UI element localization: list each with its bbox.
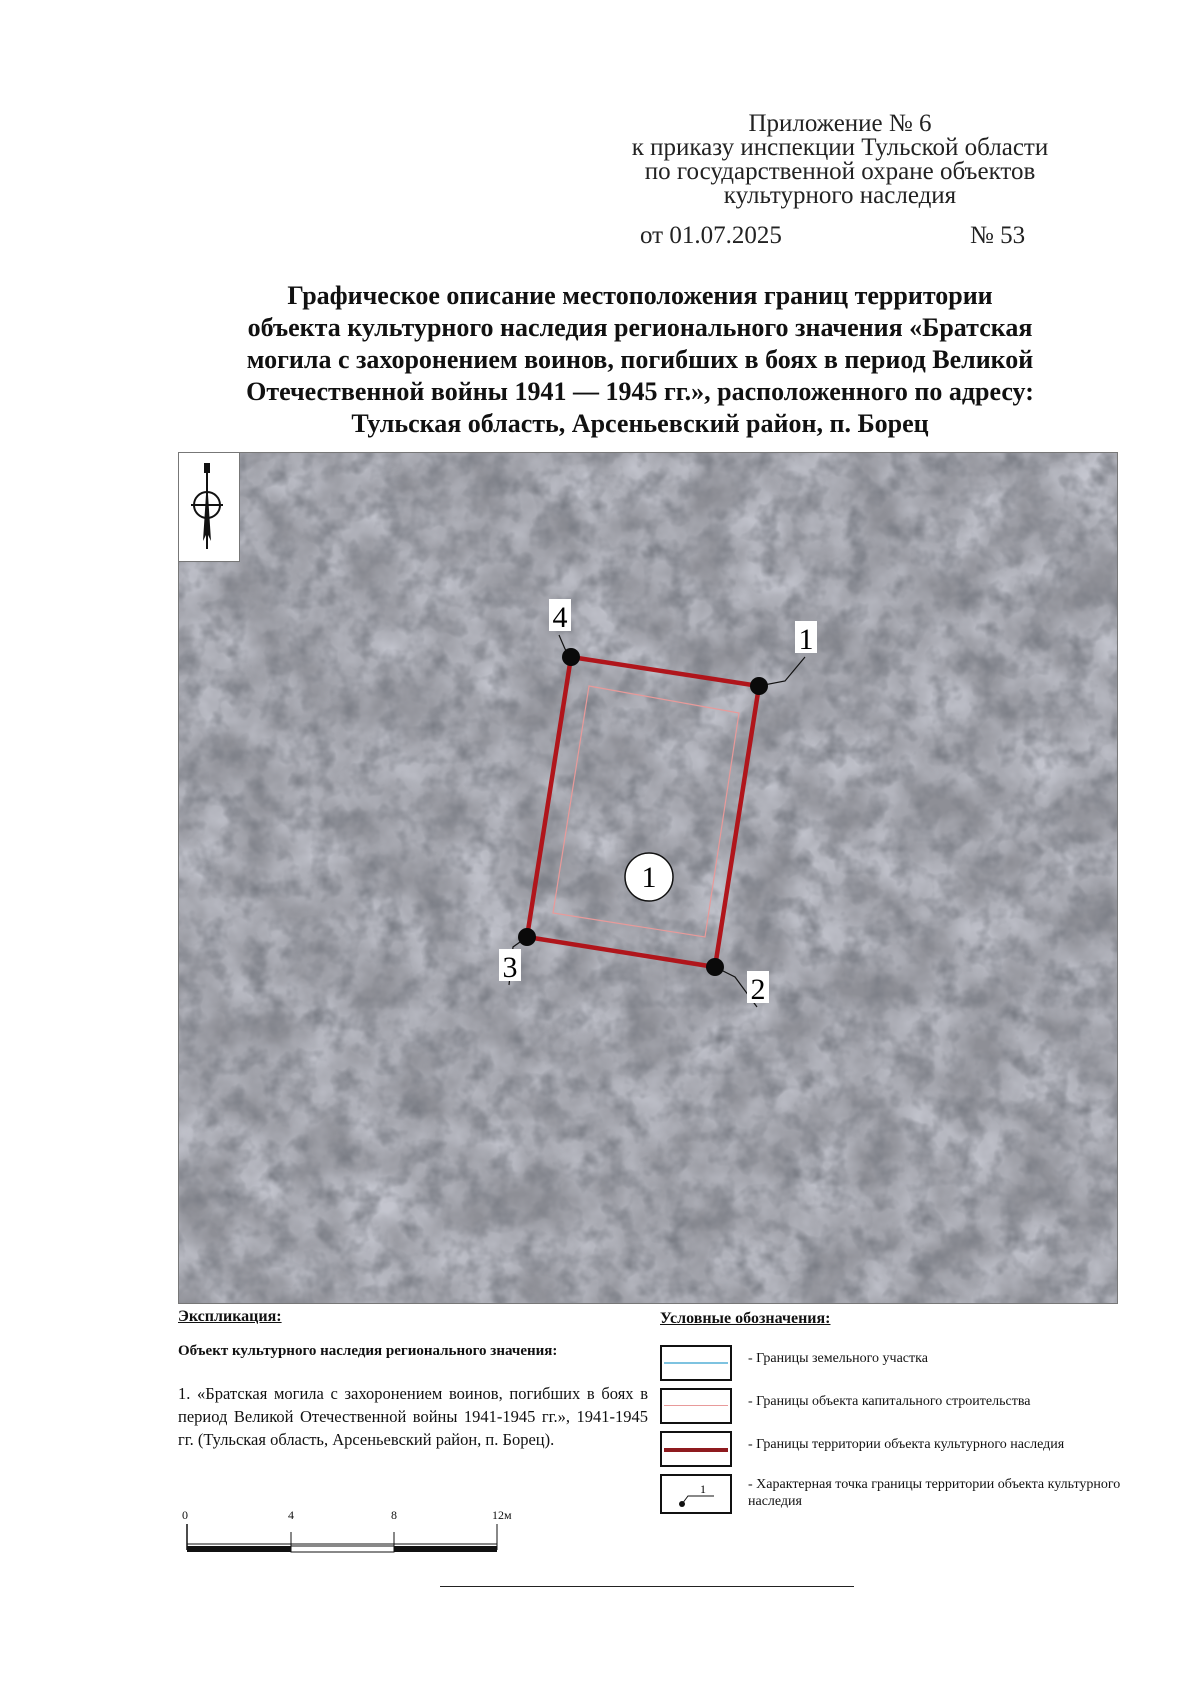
scale-tick-0: 0 — [182, 1508, 188, 1522]
building-line-icon — [664, 1405, 728, 1406]
legend-label-heritage-territory: - Границы территории объекта культурного наследия — [748, 1437, 1065, 1452]
land-plot-line-icon — [664, 1362, 728, 1364]
appendix-line-3: по государственной охране объектов — [644, 158, 1036, 185]
aerial-map — [179, 453, 1117, 1303]
legend-item-characteristic-point — [660, 1474, 1120, 1520]
legend-item-land-plot — [660, 1345, 1120, 1385]
map-frame — [178, 452, 1118, 1304]
point-label-1: 1 — [798, 623, 814, 656]
boundary-point-4 — [562, 648, 580, 666]
object-marker-label: 1 — [641, 861, 657, 894]
explication-text: 1. «Братская могила с захоронением воинов, погибших в боях в период Великой Отечественной войны 1941-1945 гг.», 1941-1945 гг. (Тульская область, Арсеньевский район, п. Борец). — [178, 1384, 648, 1449]
north-arrow-box — [179, 453, 240, 562]
legend-symbol-characteristic-point — [660, 1474, 732, 1514]
legend-label-land-plot: - Границы земельного участка — [748, 1351, 928, 1366]
title-line-2: объекта культурного наследия регионального значения «Братская — [247, 313, 1033, 342]
explication-heading: Экспликация: — [178, 1308, 282, 1325]
point-label-3: 3 — [502, 951, 518, 984]
title-line-3: могила с захоронением воинов, погибших в боях в период Великой — [246, 345, 1034, 374]
legend-symbol-land-plot — [660, 1345, 732, 1381]
legend-symbol-building — [660, 1388, 732, 1424]
order-number: № 53 — [970, 222, 1026, 249]
legend-heading: Условные обозначения: — [660, 1310, 831, 1327]
appendix-line-4: культурного наследия — [723, 182, 957, 209]
boundary-point-1 — [750, 677, 768, 695]
scale-tick-12: 12м — [492, 1508, 512, 1522]
boundary-point-3 — [518, 928, 536, 946]
legend-label-building: - Границы объекта капитального строительства — [748, 1394, 1031, 1409]
scale-bar — [182, 1508, 526, 1568]
legend-item-building — [660, 1388, 1120, 1428]
legend-label-characteristic-point: - Характерная точка границы территории объекта культурного наследия — [748, 1477, 1121, 1509]
north-arrow-icon — [179, 453, 239, 561]
scale-tick-8: 8 — [391, 1508, 397, 1522]
order-date: от 01.07.2025 — [640, 222, 782, 249]
scale-tick-4: 4 — [288, 1508, 294, 1522]
appendix-line-1: Приложение № 6 — [748, 110, 932, 137]
bottom-rule — [440, 1586, 854, 1587]
legend-point-number: 1 — [700, 1482, 706, 1496]
legend-item-heritage-territory — [660, 1431, 1120, 1471]
point-label-4: 4 — [552, 601, 568, 634]
territory-line-icon — [664, 1448, 728, 1452]
boundary-point-2 — [706, 958, 724, 976]
appendix-header — [560, 112, 1120, 208]
title-line-1: Графическое описание местоположения границ территории — [287, 281, 993, 310]
characteristic-point-icon — [662, 1476, 730, 1512]
document-title — [190, 280, 1090, 440]
appendix-line-2: к приказу инспекции Тульской области — [631, 134, 1049, 161]
point-label-2: 2 — [750, 973, 766, 1006]
scale-bar-graphic — [186, 1524, 526, 1564]
explication-subtitle: Объект культурного наследия регионального значения: — [178, 1343, 558, 1359]
title-line-4: Отечественной войны 1941 — 1945 гг.», расположенного по адресу: — [246, 377, 1034, 406]
legend-symbol-heritage-territory — [660, 1431, 732, 1467]
title-line-5: Тульская область, Арсеньевский район, п. Борец — [351, 409, 929, 438]
